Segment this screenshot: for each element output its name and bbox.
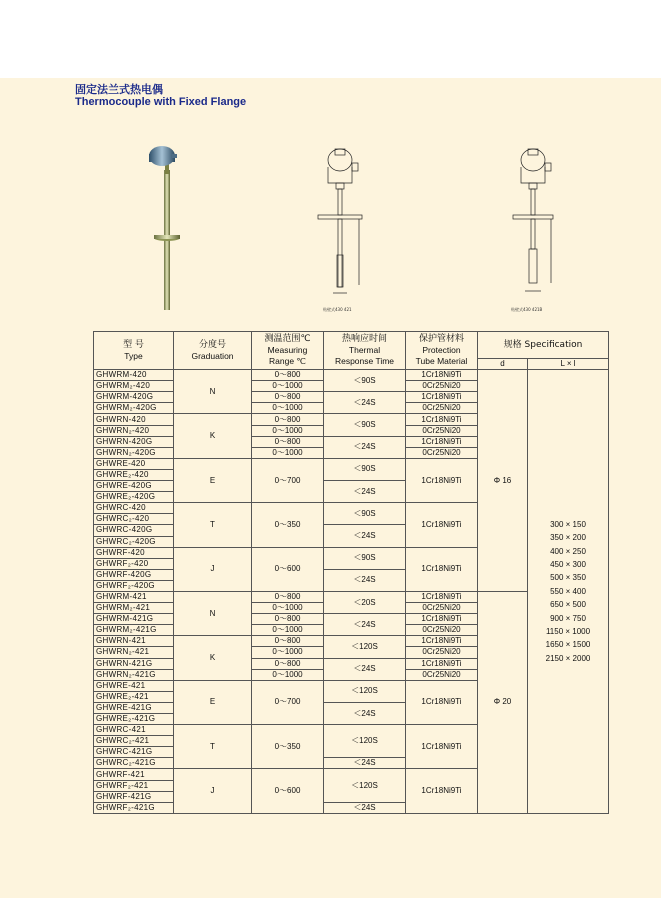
range-cell: 0～600 (252, 547, 324, 591)
graduation-cell: K (174, 636, 252, 680)
header-range: 测温范围℃ Measuring Range ℃ (252, 332, 324, 370)
range-cell: 0～350 (252, 503, 324, 547)
response-cell: ＜90S (324, 370, 406, 392)
range-cell: 0～800 (252, 414, 324, 425)
type-cell: GHWRM-421G (94, 614, 174, 625)
graduation-cell: T (174, 503, 252, 547)
drawing-caption-1: 贴壁式430 421 (323, 307, 352, 312)
response-cell: ＜24S (324, 658, 406, 680)
tube-cell: 1Cr18Ni9Ti (406, 591, 478, 602)
type-cell: GHWRM₂-420G (94, 403, 174, 414)
type-cell: GHWRF-420 (94, 547, 174, 558)
type-cell: GHWRF₂-420G (94, 580, 174, 591)
type-cell: GHWRF-420G (94, 569, 174, 580)
header-response: 热响应时间 Thermal Response Time (324, 332, 406, 370)
tube-cell: 1Cr18Ni9Ti (406, 414, 478, 425)
response-cell: ＜120S (324, 636, 406, 658)
range-cell: 0～1000 (252, 425, 324, 436)
page-title-cn: 固定法兰式热电偶 (75, 83, 163, 96)
graduation-cell: T (174, 725, 252, 769)
tube-cell: 1Cr18Ni9Ti (406, 680, 478, 724)
type-cell: GHWRN-420 (94, 414, 174, 425)
spec-item: 500 × 350 (550, 573, 586, 583)
type-cell: GHWRF-421G (94, 791, 174, 802)
type-cell: GHWRC₂-420G (94, 536, 174, 547)
response-cell: ＜24S (324, 702, 406, 724)
spec-item: 650 × 500 (550, 600, 586, 610)
header-type: 型 号 Type (94, 332, 174, 370)
response-cell: ＜24S (324, 436, 406, 458)
tube-cell: 1Cr18Ni9Ti (406, 547, 478, 591)
type-cell: GHWRE-420G (94, 481, 174, 492)
range-cell: 0～700 (252, 680, 324, 724)
tube-cell: 0Cr25Ni20 (406, 403, 478, 414)
header-d: d (478, 359, 528, 370)
graduation-cell: N (174, 370, 252, 414)
tube-cell: 0Cr25Ni20 (406, 425, 478, 436)
tube-cell: 1Cr18Ni9Ti (406, 392, 478, 403)
tube-cell: 0Cr25Ni20 (406, 625, 478, 636)
header-graduation: 分度号 Graduation (174, 332, 252, 370)
response-cell: ＜90S (324, 414, 406, 436)
tube-cell: 0Cr25Ni20 (406, 381, 478, 392)
page-title-en: Thermocouple with Fixed Flange (75, 96, 247, 108)
type-cell: GHWRF-421 (94, 769, 174, 780)
range-cell: 0～800 (252, 591, 324, 602)
diameter-cell-16: Φ 16 (478, 370, 528, 592)
diameter-cell-20: Φ 20 (478, 591, 528, 813)
type-cell: GHWRE₂-420G (94, 492, 174, 503)
header-lxl: L × l (528, 359, 609, 370)
range-cell: 0～1000 (252, 625, 324, 636)
type-cell: GHWRC-420G (94, 525, 174, 536)
type-cell: GHWRN₂-420G (94, 447, 174, 458)
type-cell: GHWRE-421 (94, 680, 174, 691)
type-cell: GHWRC₂-421G (94, 758, 174, 769)
range-cell: 0～350 (252, 725, 324, 769)
range-cell: 0～800 (252, 658, 324, 669)
range-cell: 0～800 (252, 392, 324, 403)
header-spec: 规格 Specification (478, 332, 609, 359)
spec-table (93, 331, 609, 814)
range-cell: 0～800 (252, 370, 324, 381)
range-cell: 0～1000 (252, 447, 324, 458)
spec-list-cell (528, 370, 609, 814)
type-cell: GHWRC-421G (94, 747, 174, 758)
type-cell: GHWRM₂-421 (94, 603, 174, 614)
response-cell: ＜120S (324, 769, 406, 802)
range-cell: 0～600 (252, 769, 324, 813)
type-cell: GHWRE-420 (94, 458, 174, 469)
type-cell: GHWRC₂-420 (94, 514, 174, 525)
range-cell: 0～1000 (252, 381, 324, 392)
type-cell: GHWRM₂-421G (94, 625, 174, 636)
graduation-cell: J (174, 547, 252, 591)
type-cell: GHWRE-421G (94, 702, 174, 713)
tube-cell: 0Cr25Ni20 (406, 603, 478, 614)
type-cell: GHWRM-420G (94, 392, 174, 403)
type-cell: GHWRM-420 (94, 370, 174, 381)
type-cell: GHWRC₂-421 (94, 736, 174, 747)
response-cell: ＜24S (324, 525, 406, 547)
response-cell: ＜24S (324, 569, 406, 591)
graduation-cell: E (174, 680, 252, 724)
type-cell: GHWRC-421 (94, 725, 174, 736)
type-cell: GHWRN₂-421G (94, 669, 174, 680)
tube-cell: 1Cr18Ni9Ti (406, 436, 478, 447)
response-cell: ＜90S (324, 503, 406, 525)
response-cell: ＜90S (324, 458, 406, 480)
range-cell: 0～1000 (252, 403, 324, 414)
drawing-421 (505, 143, 565, 303)
tube-cell: 1Cr18Ni9Ti (406, 769, 478, 813)
spec-item: 2150 × 2000 (545, 653, 591, 663)
tube-cell: 1Cr18Ni9Ti (406, 370, 478, 381)
range-cell: 0～1000 (252, 669, 324, 680)
spec-item: 350 × 200 (550, 533, 586, 543)
spec-item: 1650 × 1500 (545, 640, 591, 650)
spec-item: 400 × 250 (550, 546, 586, 556)
response-cell: ＜120S (324, 725, 406, 758)
spec-item: 550 × 400 (550, 586, 586, 596)
tube-cell: 0Cr25Ni20 (406, 647, 478, 658)
range-cell: 0～800 (252, 614, 324, 625)
spec-item: 450 × 300 (550, 559, 586, 569)
type-cell: GHWRF₂-421 (94, 780, 174, 791)
tube-cell: 0Cr25Ni20 (406, 447, 478, 458)
type-cell: GHWRM-421 (94, 591, 174, 602)
tube-cell: 0Cr25Ni20 (406, 669, 478, 680)
type-cell: GHWRN-420G (94, 436, 174, 447)
range-cell: 0～1000 (252, 603, 324, 614)
type-cell: GHWRF₂-421G (94, 802, 174, 813)
spec-item: 1150 × 1000 (545, 626, 591, 636)
tube-cell: 1Cr18Ni9Ti (406, 725, 478, 769)
response-cell: ＜120S (324, 680, 406, 702)
tube-cell: 1Cr18Ni9Ti (406, 658, 478, 669)
type-cell: GHWRN-421 (94, 636, 174, 647)
drawing-caption-2: 贴壁式430 421B (511, 307, 543, 312)
header-tube: 保护管材料 Protection Tube Material (406, 332, 478, 370)
graduation-cell: E (174, 458, 252, 502)
response-cell: ＜20S (324, 591, 406, 613)
response-cell: ＜90S (324, 547, 406, 569)
type-cell: GHWRC-420 (94, 503, 174, 514)
range-cell: 0～800 (252, 636, 324, 647)
spec-item: 900 × 750 (550, 613, 586, 623)
drawing-420 (312, 143, 372, 303)
type-cell: GHWRE₂-420 (94, 469, 174, 480)
thermocouple-photo (140, 140, 200, 315)
graduation-cell: N (174, 591, 252, 635)
spec-item: 300 × 150 (550, 519, 586, 529)
type-cell: GHWRF₂-420 (94, 558, 174, 569)
range-cell: 0～1000 (252, 647, 324, 658)
tube-cell: 1Cr18Ni9Ti (406, 458, 478, 502)
type-cell: GHWRE₂-421 (94, 691, 174, 702)
graduation-cell: K (174, 414, 252, 458)
response-cell: ＜24S (324, 758, 406, 769)
response-cell: ＜24S (324, 614, 406, 636)
type-cell: GHWRN₂-421 (94, 647, 174, 658)
response-cell: ＜24S (324, 802, 406, 813)
tube-cell: 1Cr18Ni9Ti (406, 636, 478, 647)
type-cell: GHWRE₂-421G (94, 714, 174, 725)
type-cell: GHWRM₂-420 (94, 381, 174, 392)
tube-cell: 1Cr18Ni9Ti (406, 614, 478, 625)
type-cell: GHWRN-421G (94, 658, 174, 669)
response-cell: ＜24S (324, 481, 406, 503)
type-cell: GHWRN₂-420 (94, 425, 174, 436)
range-cell: 0～800 (252, 436, 324, 447)
response-cell: ＜24S (324, 392, 406, 414)
range-cell: 0～700 (252, 458, 324, 502)
tube-cell: 1Cr18Ni9Ti (406, 503, 478, 547)
graduation-cell: J (174, 769, 252, 813)
